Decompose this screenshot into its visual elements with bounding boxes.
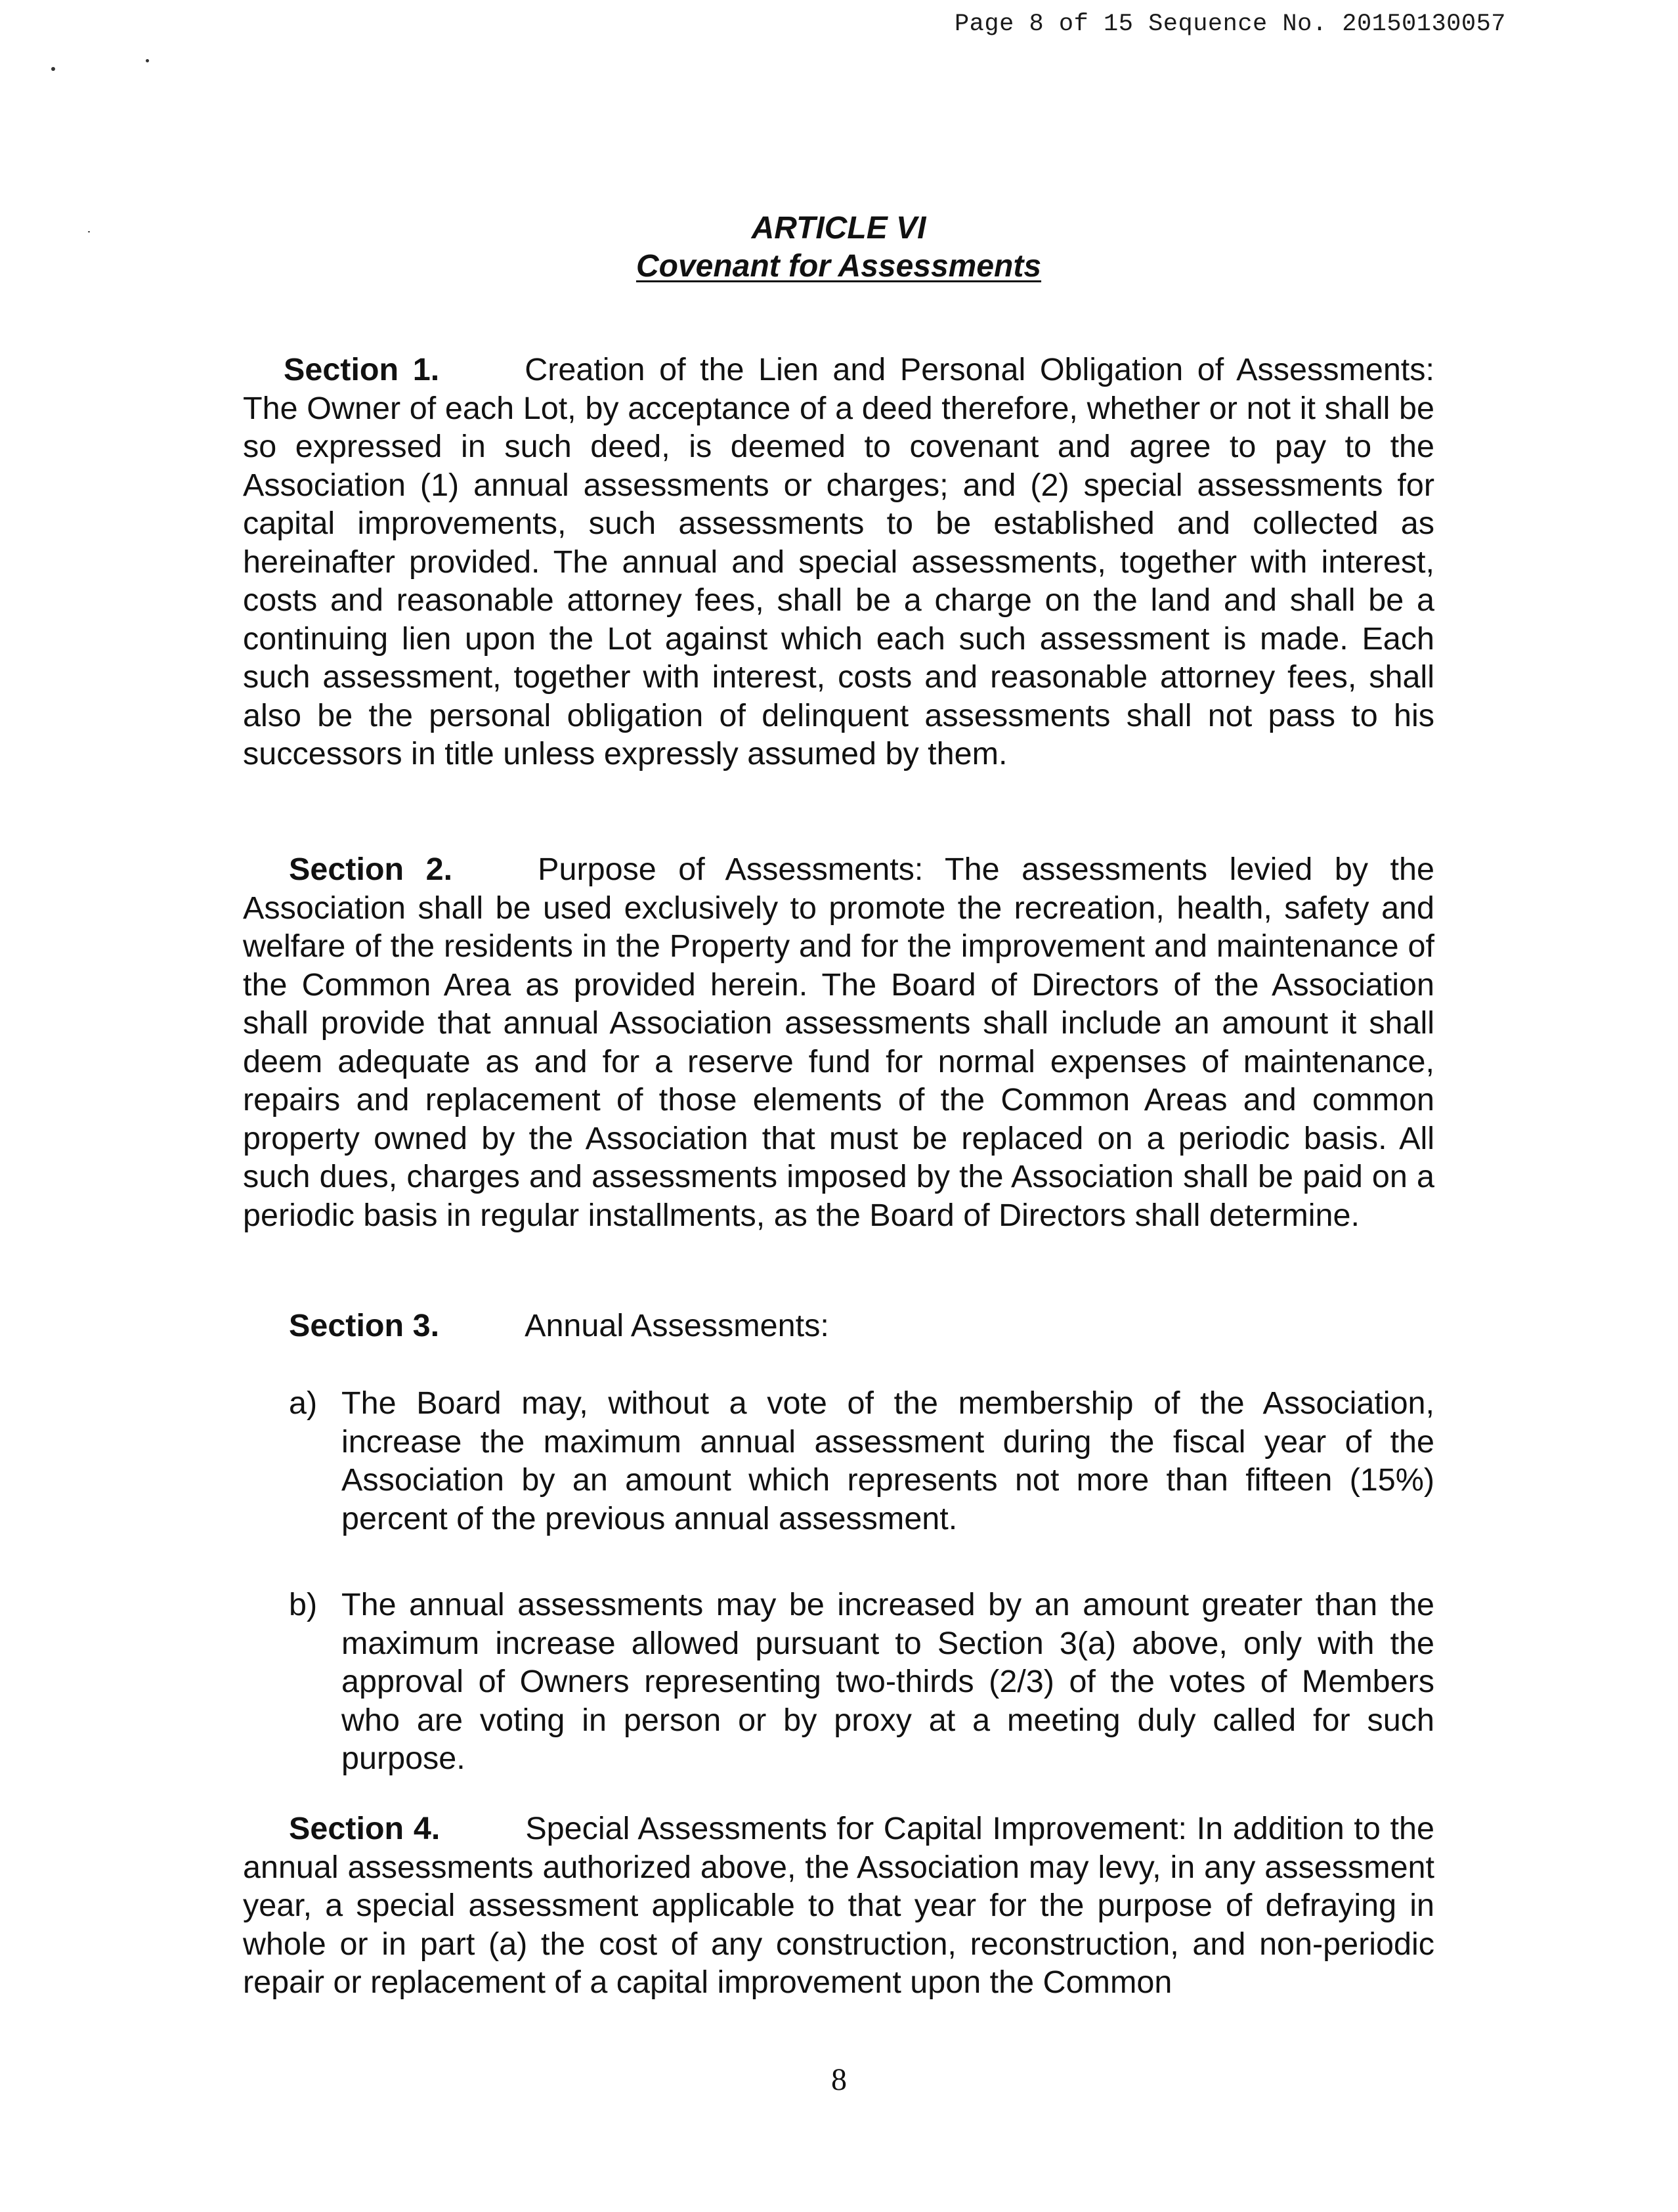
scan-speck [146,59,149,62]
scan-speck [51,67,55,71]
section-2-text: Purpose of Assessments: The assessments levied by the Association shall be used exclusively to promote the recreation, health, safety and welfare of the residents in the Property and for the improvement and maintenance of the Common Area as provided herein. The Board of Directors of the Association shall provide that annual Association assessments shall include an amount it shall deem adequate as and for a reserve fund for normal expenses of maintenance, repairs and replacement of those elements of the Common Areas and common property owned by the Association that must be replaced on a periodic basis. All such dues, charges and assessments imposed by the Association shall be paid on a periodic basis in regular installments, as the Board of Directors shall determine. [243,852,1434,1233]
list-marker: b) [289,1587,318,1622]
scan-speck [88,231,90,232]
section-1-label: Section 1. [284,352,440,387]
section-4 [243,1810,1434,2002]
article-number: ARTICLE VI [751,211,926,246]
section-1 [243,351,1434,773]
article-title: Covenant for Assessments [635,249,1042,284]
page-number: 8 [831,2062,847,2097]
section-4-label: Section 4. [289,1811,441,1846]
list-item-text: The Board may, without a vote of the membership of the Association, increase the maximum annual assessment during the fiscal year of the Association by an amount which represents not more than fifteen (15%) percent of the previous annual assessment. [341,1385,1434,1536]
list-marker: a) [289,1385,318,1421]
list-item [289,1384,1434,1538]
list-item-text: The annual assessments may be increased by an amount greater than the maximum increase allowed pursuant to Section 3(a) above, only with the approval of Owners representing two-thirds (2/3) of the votes of Members who are voting in person or by proxy at a meeting duly called for such purpose. [341,1587,1434,1776]
section-4-text: Special Assessments for Capital Improvement: In addition to the annual assessments authorized above, the Association may levy, in any assessment year, a special assessment applicable to that year for the purpose of defraying in whole or in part (a) the cost of any construction, reconstruction, and non-periodic repair or replacement of a capital improvement upon the Common [243,1811,1434,2000]
section-3-text: Annual Assessments: [525,1308,829,1343]
section-2 [243,850,1434,1234]
list-item [289,1586,1434,1778]
section-3-label: Section 3. [289,1308,440,1343]
section-2-label: Section 2. [289,852,453,887]
section-3 [243,1307,1434,1345]
section-1-text: Creation of the Lien and Personal Obligation of Assessments: The Owner of each Lot, by acceptance of a deed therefore, whether or not it shall be so expressed in such deed, is deemed to covenant and agree to pay to the Association (1) annual assessments or charges; and (2) special assessments for capital improvements, such assessments to be established and collected as hereinafter provided. The annual and special assessments, together with interest, costs and reasonable attorney fees, shall be a charge on the land and shall be a continuing lien upon the Lot against which each such assessment is made. Each such assessment, together with interest, costs and reasonable attorney fees, shall also be the personal obligation of delinquent assessments shall not pass to his successors in title unless expressly assumed by them. [243,352,1434,771]
recording-stamp: Page 8 of 15 Sequence No. 20150130057 [954,11,1506,38]
